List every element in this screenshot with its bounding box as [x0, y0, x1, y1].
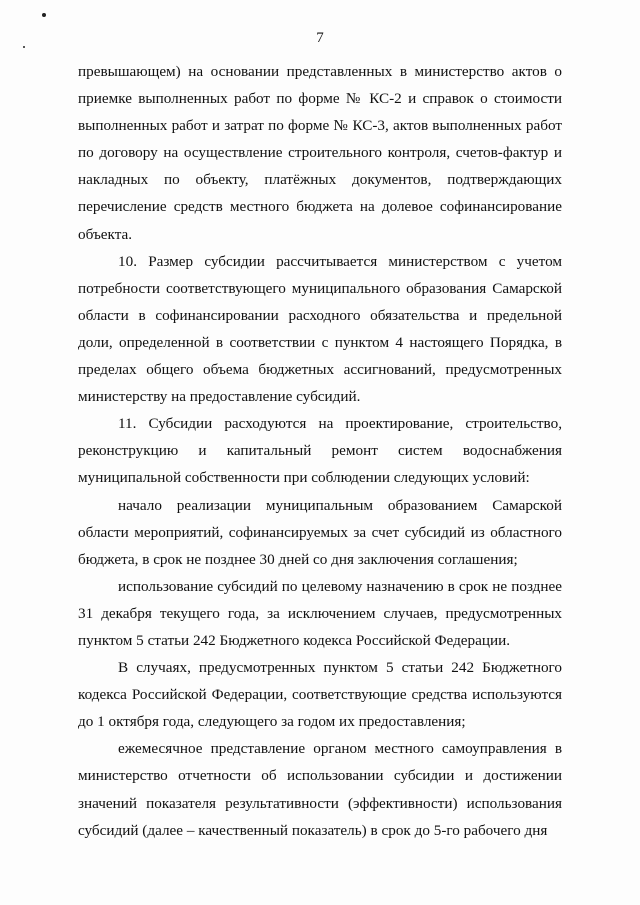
paragraph-continuation: превышающем) на основании представленных в министерство актов о приемке выполненных работ по форме № КС-2 и справок о стоимости выполненных работ и затрат по форме № КС-3, актов выполненных работ по договору на осуществление строительного контроля, счетов-фактур и накладных по объекту, платёжных документов, подтверждающих перечисление средств местного бюджета на долевое софинансирование объекта.: [78, 63, 562, 243]
page-number: 7: [316, 30, 324, 46]
paragraph-item-10: 10. Размер субсидии рассчитывается министерством с учетом потребности соответствующего муниципального образования Самарской области в софинансировании расходного обязательства и предельной доли, определенной в соответствии с пунктом 4 настоящего Порядка, в пределах общего объема бюджетных ассигнований, предусмотренных министерству на предоставление субсидий.: [78, 252, 562, 406]
paragraph-item-11: 11. Субсидии расходуются на проектирование, строительство, реконструкцию и капитальный ремонт систем водоснабжения муниципальной собственности при соблюдении следующих условий:: [78, 415, 562, 487]
paragraph-condition-use: использование субсидий по целевому назначению в срок не позднее 31 декабря текущего года, за исключением случаев, предусмотренных пунктом 5 статьи 242 Бюджетного кодекса Российской Федерации.: [78, 577, 562, 649]
paragraph-monthly-reporting: ежемесячное представление органом местного самоуправления в министерство отчетности об использовании субсидии и достижении значений показателя результативности (эффективности) использования субсидий (далее – качественный показатель) в срок до 5-го рабочего дня: [78, 740, 562, 839]
document-body: [78, 58, 562, 844]
paragraph-exception-cases: В случаях, предусмотренных пунктом 5 статьи 242 Бюджетного кодекса Российской Федерации, соответствующие средства используются до 1 октября года, следующего за годом их предоставления;: [78, 659, 562, 731]
scan-speck: [42, 13, 46, 17]
paragraph-condition-start: начало реализации муниципальным образованием Самарской области мероприятий, софинансируемых за счет субсидий из областного бюджета, в срок не позднее 30 дней со дня заключения соглашения;: [78, 496, 562, 568]
